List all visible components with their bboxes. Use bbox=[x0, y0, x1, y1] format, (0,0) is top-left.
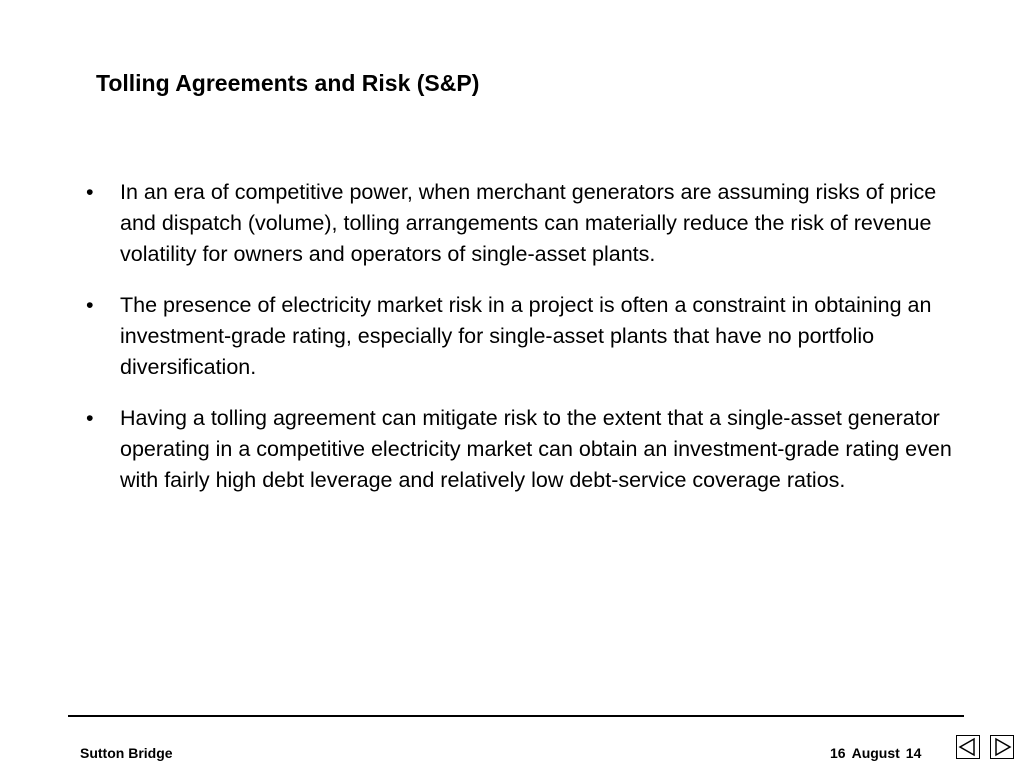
bullet-item-1 bbox=[86, 177, 976, 270]
bullet-icon: • bbox=[86, 293, 94, 317]
footer-presentation-name: Sutton Bridge bbox=[80, 745, 173, 761]
footer-date bbox=[830, 744, 921, 762]
footer-date-month: August bbox=[851, 745, 900, 761]
slide-title: Tolling Agreements and Risk (S&P) bbox=[96, 70, 480, 96]
bullet-text-3: Having a tolling agreement can mitigate risk to the extent that a single-asset generator operating in a competitive electricity market can obtain an investment-grade rating even with fairly high debt leverage and relatively low debt-service coverage ratios. bbox=[120, 406, 952, 492]
bullet-text-1: In an era of competitive power, when merchant generators are assuming risks of price and dispatch (volume), tolling arrangements can materially reduce the risk of revenue volatility for owners and operators of single-asset plants. bbox=[120, 180, 937, 266]
previous-slide-button[interactable] bbox=[956, 735, 980, 759]
footer-divider bbox=[68, 715, 964, 717]
triangle-right-icon bbox=[991, 736, 1013, 758]
bullet-item-3 bbox=[86, 403, 976, 496]
bullet-icon: • bbox=[86, 406, 94, 430]
bullet-icon: • bbox=[86, 180, 94, 204]
bullet-text-2: The presence of electricity market risk in a project is often a constraint in obtaining an investment-grade rating, especially for single-asset plants that have no portfolio diversification. bbox=[120, 293, 932, 379]
footer-date-year: 14 bbox=[905, 745, 922, 761]
next-slide-button[interactable] bbox=[990, 735, 1014, 759]
bullet-item-2 bbox=[86, 290, 976, 383]
triangle-left-icon bbox=[957, 736, 979, 758]
footer-date-day: 16 bbox=[830, 745, 846, 761]
bullet-list bbox=[86, 177, 976, 516]
